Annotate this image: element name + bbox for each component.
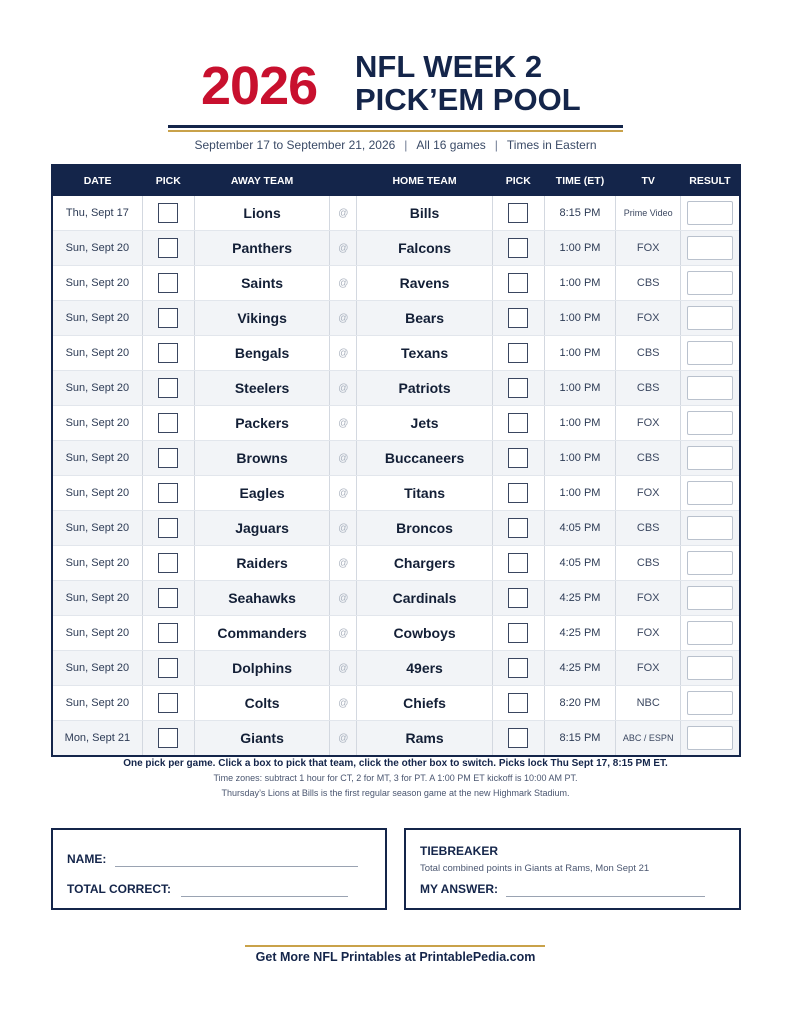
away-team: Raiders [194, 546, 329, 581]
page-header [0, 46, 791, 118]
away-pick-cell [142, 476, 194, 511]
tv-network: FOX [616, 301, 681, 336]
tiebreaker-title: TIEBREAKER [420, 844, 499, 858]
game-date: Sun, Sept 20 [52, 511, 142, 546]
page-title-line1: NFL WEEK 2 [355, 49, 543, 84]
home-team: 49ers [357, 651, 492, 686]
footer-link[interactable]: Get More NFL Printables at PrintablePedia.com [255, 950, 536, 964]
result-input[interactable] [687, 656, 733, 680]
home-pick-checkbox[interactable] [508, 658, 528, 678]
result-cell [681, 406, 740, 441]
header-divider-gold [168, 130, 623, 132]
at-symbol: @ [330, 441, 357, 476]
total-correct-field[interactable] [181, 896, 348, 897]
result-input[interactable] [687, 411, 733, 435]
at-symbol: @ [330, 511, 357, 546]
game-date: Sun, Sept 20 [52, 266, 142, 301]
home-pick-cell [492, 336, 544, 371]
column-header-away-pick: PICK [142, 165, 194, 196]
away-team: Jaguars [194, 511, 329, 546]
game-row [52, 266, 740, 301]
home-pick-cell [492, 511, 544, 546]
away-team: Panthers [194, 231, 329, 266]
away-pick-checkbox[interactable] [158, 448, 178, 468]
game-row [52, 721, 740, 757]
kickoff-time: 8:15 PM [544, 721, 615, 757]
game-row [52, 581, 740, 616]
game-row [52, 406, 740, 441]
result-cell [681, 476, 740, 511]
column-header-at [330, 165, 357, 196]
home-pick-checkbox[interactable] [508, 483, 528, 503]
column-header-tv: TV [616, 165, 681, 196]
home-pick-checkbox[interactable] [508, 238, 528, 258]
kickoff-time: 8:15 PM [544, 196, 615, 231]
away-pick-cell [142, 651, 194, 686]
at-symbol: @ [330, 651, 357, 686]
home-pick-checkbox[interactable] [508, 448, 528, 468]
game-date: Sun, Sept 20 [52, 616, 142, 651]
away-team: Giants [194, 721, 329, 757]
tv-network: CBS [616, 441, 681, 476]
kickoff-time: 4:25 PM [544, 581, 615, 616]
result-cell [681, 441, 740, 476]
home-pick-checkbox[interactable] [508, 203, 528, 223]
subtitle-times: Times in Eastern [506, 138, 597, 152]
away-team: Dolphins [194, 651, 329, 686]
home-pick-cell [492, 546, 544, 581]
game-date: Sun, Sept 20 [52, 406, 142, 441]
away-pick-cell [142, 511, 194, 546]
home-team: Bears [357, 301, 492, 336]
kickoff-time: 1:00 PM [544, 231, 615, 266]
away-pick-checkbox[interactable] [158, 728, 178, 748]
tv-network: CBS [616, 336, 681, 371]
subtitle-dates: September 17 to September 21, 2026 [194, 138, 396, 152]
home-team: Falcons [357, 231, 492, 266]
result-input[interactable] [687, 481, 733, 505]
kickoff-time: 1:00 PM [544, 476, 615, 511]
stadium-note: Thursday’s Lions at Bills is the first regular season game at the new Highmark Stadium. [221, 788, 570, 798]
away-pick-checkbox[interactable] [158, 378, 178, 398]
name-label: NAME: [67, 852, 107, 866]
home-pick-cell [492, 721, 544, 757]
home-pick-checkbox[interactable] [508, 343, 528, 363]
result-input[interactable] [687, 621, 733, 645]
my-answer-label: MY ANSWER: [420, 882, 498, 896]
away-team: Seahawks [194, 581, 329, 616]
kickoff-time: 4:25 PM [544, 616, 615, 651]
game-row [52, 231, 740, 266]
column-header-home-pick: PICK [492, 165, 544, 196]
tv-network: CBS [616, 546, 681, 581]
my-answer-field[interactable] [506, 896, 705, 897]
game-date: Sun, Sept 20 [52, 301, 142, 336]
away-pick-cell [142, 196, 194, 231]
tiebreaker-box [404, 828, 741, 910]
result-cell [681, 581, 740, 616]
away-pick-cell [142, 721, 194, 757]
game-date: Sun, Sept 20 [52, 476, 142, 511]
home-pick-checkbox[interactable] [508, 273, 528, 293]
game-row [52, 686, 740, 721]
tv-network: FOX [616, 651, 681, 686]
subtitle-games: All 16 games [416, 138, 486, 152]
kickoff-time: 1:00 PM [544, 336, 615, 371]
game-date: Sun, Sept 20 [52, 581, 142, 616]
away-team: Steelers [194, 371, 329, 406]
tv-network: FOX [616, 476, 681, 511]
away-team: Eagles [194, 476, 329, 511]
tv-network: Prime Video [616, 196, 681, 231]
timezone-note: Time zones: subtract 1 hour for CT, 2 for MT, 3 for PT. A 1:00 PM ET kickoff is 10:00 AM PT. [213, 773, 578, 783]
home-pick-checkbox[interactable] [508, 413, 528, 433]
game-date: Mon, Sept 21 [52, 721, 142, 757]
away-team: Colts [194, 686, 329, 721]
away-pick-cell [142, 266, 194, 301]
at-symbol: @ [330, 721, 357, 757]
name-field[interactable] [115, 866, 358, 867]
column-header-away-team: AWAY TEAM [194, 165, 329, 196]
tv-network: CBS [616, 371, 681, 406]
at-symbol: @ [330, 196, 357, 231]
home-team: Rams [357, 721, 492, 757]
away-team: Packers [194, 406, 329, 441]
kickoff-time: 1:00 PM [544, 301, 615, 336]
home-team: Titans [357, 476, 492, 511]
kickoff-time: 1:00 PM [544, 406, 615, 441]
home-team: Ravens [357, 266, 492, 301]
result-cell [681, 721, 740, 757]
home-pick-checkbox[interactable] [508, 553, 528, 573]
game-date: Sun, Sept 20 [52, 336, 142, 371]
home-pick-checkbox[interactable] [508, 623, 528, 643]
result-input[interactable] [687, 446, 733, 470]
tv-network: NBC [616, 686, 681, 721]
home-pick-cell [492, 581, 544, 616]
home-team: Cardinals [357, 581, 492, 616]
away-pick-cell [142, 616, 194, 651]
home-team: Buccaneers [357, 441, 492, 476]
result-input[interactable] [687, 586, 733, 610]
header-divider-navy [168, 125, 623, 128]
home-team: Patriots [357, 371, 492, 406]
kickoff-time: 4:05 PM [544, 511, 615, 546]
at-symbol: @ [330, 301, 357, 336]
home-team: Jets [357, 406, 492, 441]
tv-network: FOX [616, 406, 681, 441]
home-pick-cell [492, 266, 544, 301]
games-table [51, 164, 741, 757]
home-team: Broncos [357, 511, 492, 546]
at-symbol: @ [330, 266, 357, 301]
kickoff-time: 8:20 PM [544, 686, 615, 721]
table-header-row [52, 165, 740, 196]
home-team: Chargers [357, 546, 492, 581]
game-row [52, 441, 740, 476]
away-pick-checkbox[interactable] [158, 203, 178, 223]
game-date: Sun, Sept 20 [52, 231, 142, 266]
tv-network: FOX [616, 581, 681, 616]
tv-network: FOX [616, 616, 681, 651]
result-input[interactable] [687, 376, 733, 400]
home-pick-cell [492, 441, 544, 476]
home-pick-checkbox[interactable] [508, 728, 528, 748]
result-cell [681, 301, 740, 336]
tv-network: FOX [616, 231, 681, 266]
away-team: Bengals [194, 336, 329, 371]
away-pick-checkbox[interactable] [158, 273, 178, 293]
result-input[interactable] [687, 341, 733, 365]
subtitle-separator: | [404, 138, 408, 152]
away-team: Commanders [194, 616, 329, 651]
away-pick-checkbox[interactable] [158, 658, 178, 678]
away-pick-cell [142, 406, 194, 441]
game-row [52, 511, 740, 546]
home-pick-cell [492, 371, 544, 406]
home-team: Cowboys [357, 616, 492, 651]
page-title-line2: PICK’EM POOL [355, 82, 581, 117]
at-symbol: @ [330, 476, 357, 511]
away-team: Lions [194, 196, 329, 231]
result-cell [681, 196, 740, 231]
column-header-time: TIME (ET) [544, 165, 615, 196]
kickoff-time: 4:25 PM [544, 651, 615, 686]
game-row [52, 476, 740, 511]
result-input[interactable] [687, 236, 733, 260]
away-pick-checkbox[interactable] [158, 483, 178, 503]
at-symbol: @ [330, 581, 357, 616]
result-input[interactable] [687, 201, 733, 225]
result-cell [681, 616, 740, 651]
game-date: Sun, Sept 20 [52, 546, 142, 581]
game-row [52, 336, 740, 371]
home-pick-checkbox[interactable] [508, 518, 528, 538]
home-pick-cell [492, 231, 544, 266]
away-pick-cell [142, 301, 194, 336]
at-symbol: @ [330, 616, 357, 651]
kickoff-time: 4:05 PM [544, 546, 615, 581]
result-cell [681, 336, 740, 371]
column-header-date: DATE [52, 165, 142, 196]
home-pick-cell [492, 651, 544, 686]
at-symbol: @ [330, 406, 357, 441]
away-pick-cell [142, 371, 194, 406]
result-cell [681, 231, 740, 266]
game-row [52, 651, 740, 686]
column-header-home-team: HOME TEAM [357, 165, 492, 196]
subtitle-separator: | [494, 138, 498, 152]
tiebreaker-description: Total combined points in Giants at Rams, Mon Sept 21 [420, 863, 650, 874]
away-pick-cell [142, 441, 194, 476]
game-date: Sun, Sept 20 [52, 441, 142, 476]
tv-network: ABC / ESPN [616, 721, 681, 757]
result-cell [681, 651, 740, 686]
kickoff-time: 1:00 PM [544, 371, 615, 406]
game-rows [52, 196, 740, 756]
game-row [52, 196, 740, 231]
away-pick-checkbox[interactable] [158, 518, 178, 538]
home-pick-cell [492, 686, 544, 721]
result-cell [681, 686, 740, 721]
home-pick-cell [492, 616, 544, 651]
subtitle [0, 138, 791, 152]
away-pick-checkbox[interactable] [158, 238, 178, 258]
home-pick-checkbox[interactable] [508, 693, 528, 713]
away-pick-cell [142, 231, 194, 266]
game-date: Thu, Sept 17 [52, 196, 142, 231]
home-pick-checkbox[interactable] [508, 308, 528, 328]
away-pick-checkbox[interactable] [158, 693, 178, 713]
tv-network: CBS [616, 511, 681, 546]
game-date: Sun, Sept 20 [52, 651, 142, 686]
result-input[interactable] [687, 691, 733, 715]
result-cell [681, 266, 740, 301]
result-input[interactable] [687, 551, 733, 575]
away-team: Saints [194, 266, 329, 301]
away-pick-cell [142, 581, 194, 616]
away-team: Vikings [194, 301, 329, 336]
result-cell [681, 371, 740, 406]
footer-divider [245, 945, 545, 947]
at-symbol: @ [330, 336, 357, 371]
at-symbol: @ [330, 686, 357, 721]
result-input[interactable] [687, 271, 733, 295]
home-pick-checkbox[interactable] [508, 378, 528, 398]
home-pick-cell [492, 476, 544, 511]
away-pick-checkbox[interactable] [158, 343, 178, 363]
at-symbol: @ [330, 371, 357, 406]
away-pick-cell [142, 686, 194, 721]
away-pick-checkbox[interactable] [158, 588, 178, 608]
kickoff-time: 1:00 PM [544, 266, 615, 301]
home-team: Texans [357, 336, 492, 371]
home-team: Chiefs [357, 686, 492, 721]
column-header-result: RESULT [681, 165, 740, 196]
game-row [52, 301, 740, 336]
game-date: Sun, Sept 20 [52, 371, 142, 406]
away-team: Browns [194, 441, 329, 476]
result-input[interactable] [687, 516, 733, 540]
game-row [52, 546, 740, 581]
at-symbol: @ [330, 546, 357, 581]
tv-network: CBS [616, 266, 681, 301]
season-year: 2026 [201, 56, 318, 116]
instructions: One pick per game. Click a box to pick that team, click the other box to switch. Picks lock Thu Sept 17, 8:15 PM ET. [123, 758, 668, 769]
home-pick-cell [492, 301, 544, 336]
home-pick-cell [492, 196, 544, 231]
game-row [52, 616, 740, 651]
entry-box [51, 828, 387, 910]
result-cell [681, 511, 740, 546]
away-pick-cell [142, 336, 194, 371]
away-pick-checkbox[interactable] [158, 308, 178, 328]
kickoff-time: 1:00 PM [544, 441, 615, 476]
total-correct-label: TOTAL CORRECT: [67, 882, 171, 896]
away-pick-cell [142, 546, 194, 581]
home-pick-cell [492, 406, 544, 441]
result-input[interactable] [687, 306, 733, 330]
at-symbol: @ [330, 231, 357, 266]
home-pick-checkbox[interactable] [508, 588, 528, 608]
result-input[interactable] [687, 726, 733, 750]
away-pick-checkbox[interactable] [158, 413, 178, 433]
away-pick-checkbox[interactable] [158, 623, 178, 643]
game-row [52, 371, 740, 406]
result-cell [681, 546, 740, 581]
home-team: Bills [357, 196, 492, 231]
game-date: Sun, Sept 20 [52, 686, 142, 721]
away-pick-checkbox[interactable] [158, 553, 178, 573]
